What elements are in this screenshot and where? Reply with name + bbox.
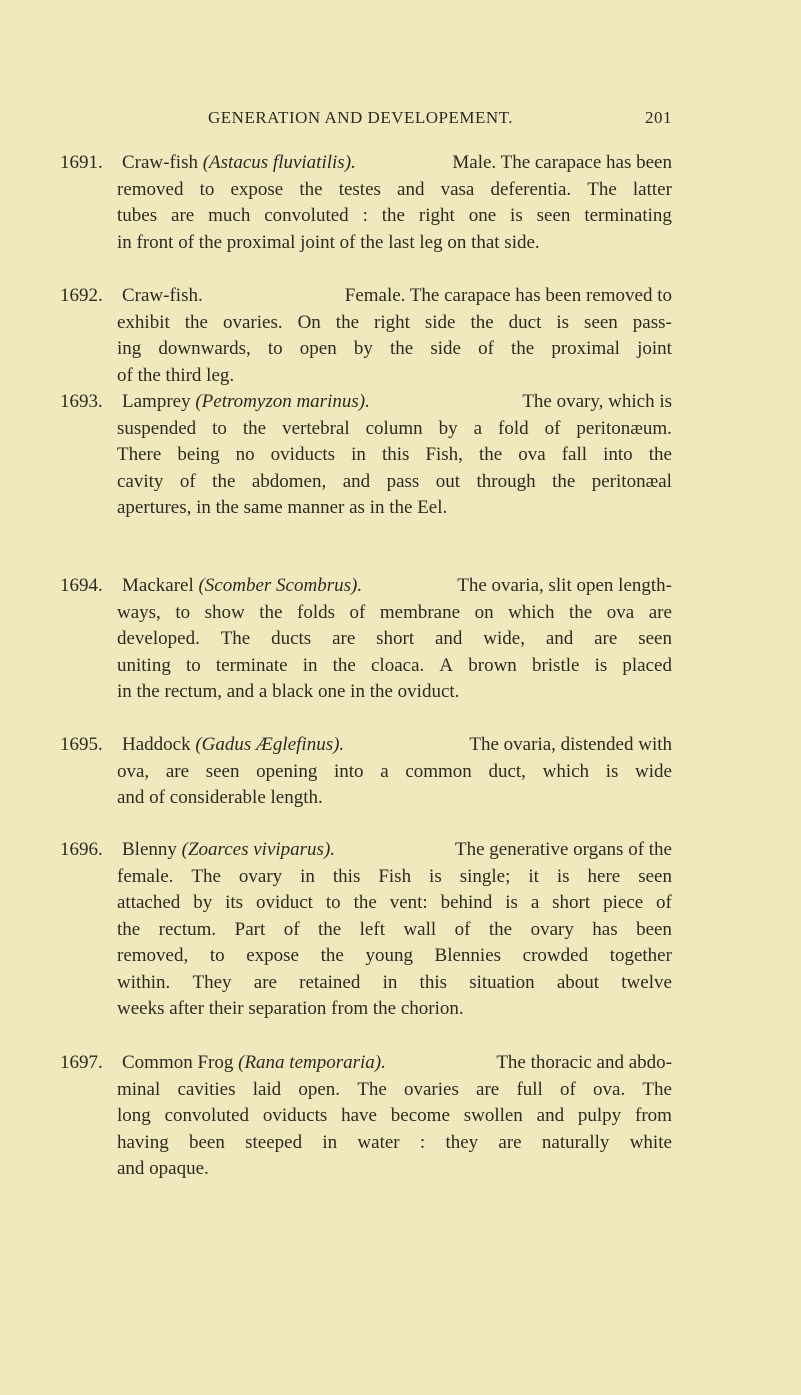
entry-line bbox=[122, 573, 672, 600]
latin-name: (Petromyzon marinus). bbox=[195, 391, 370, 412]
word: : bbox=[362, 205, 368, 226]
word: vasa bbox=[440, 178, 475, 200]
word: the bbox=[299, 178, 323, 200]
word: which bbox=[542, 760, 590, 782]
word: no bbox=[235, 444, 255, 465]
specimen-name: Blenny bbox=[122, 839, 182, 860]
word: membrane bbox=[379, 601, 461, 623]
word: developed. bbox=[117, 628, 200, 649]
word: the bbox=[212, 470, 236, 492]
word: ing bbox=[117, 338, 142, 359]
word: cavity bbox=[117, 470, 164, 492]
word: right bbox=[418, 205, 455, 226]
word: short bbox=[552, 892, 591, 913]
word: the bbox=[335, 311, 360, 333]
word: to bbox=[175, 601, 191, 623]
word: single; bbox=[459, 865, 511, 887]
entry-line bbox=[117, 1077, 672, 1104]
word: ovaries bbox=[403, 1078, 459, 1100]
entry-text: Female. The carapace has been removed to bbox=[340, 285, 672, 306]
word: pulpy bbox=[577, 1105, 622, 1126]
word: latter bbox=[632, 178, 672, 200]
entry-text: The ovaria, slit open length- bbox=[452, 575, 672, 596]
entry-body bbox=[117, 150, 672, 256]
word: There bbox=[117, 444, 162, 465]
entry-line bbox=[117, 785, 672, 812]
specimen-name: Craw-fish. bbox=[122, 285, 203, 306]
word: the bbox=[332, 654, 356, 676]
word: a bbox=[380, 760, 389, 782]
entry-text: The generative organs of the bbox=[450, 839, 672, 860]
word: and bbox=[397, 178, 425, 200]
word: through bbox=[476, 470, 536, 492]
word: removed bbox=[117, 178, 184, 200]
word: ova bbox=[606, 601, 635, 623]
word: full bbox=[516, 1078, 543, 1100]
word: opening bbox=[256, 760, 318, 782]
word: side bbox=[424, 311, 456, 333]
word: swollen bbox=[463, 1105, 523, 1126]
word: is bbox=[605, 760, 619, 782]
word: removed, bbox=[117, 945, 189, 966]
word: long bbox=[117, 1105, 151, 1126]
word: laid bbox=[252, 1078, 282, 1100]
page-number: 201 bbox=[645, 108, 672, 127]
word: of bbox=[478, 338, 494, 359]
word: in bbox=[351, 444, 366, 465]
latin-name: (Gadus Æglefinus). bbox=[195, 734, 345, 755]
word: fall bbox=[561, 444, 588, 465]
word: this bbox=[381, 444, 410, 465]
word: ova bbox=[518, 444, 546, 465]
word: the bbox=[648, 444, 672, 465]
word: cloaca. bbox=[371, 654, 425, 676]
entry-line bbox=[117, 1103, 672, 1130]
word: here bbox=[587, 865, 621, 887]
specimen-name: Lamprey bbox=[122, 391, 196, 412]
entry-body bbox=[117, 573, 672, 706]
catalogue-entry bbox=[60, 1050, 672, 1183]
word: is bbox=[594, 654, 608, 676]
word: twelve bbox=[621, 971, 672, 993]
word: the bbox=[569, 601, 593, 623]
catalogue-entry bbox=[60, 837, 672, 1023]
word: they bbox=[445, 1131, 479, 1153]
entry-number: 1693. bbox=[60, 391, 103, 412]
word: are bbox=[171, 205, 195, 226]
word: oviducts bbox=[262, 1105, 328, 1126]
word: the bbox=[353, 892, 377, 913]
word: into bbox=[603, 444, 633, 465]
word: the bbox=[242, 417, 267, 439]
word: fold bbox=[498, 417, 529, 439]
entry-text: The thoracic and abdo- bbox=[491, 1052, 672, 1073]
word: expose bbox=[230, 178, 284, 200]
word: and bbox=[545, 628, 574, 649]
word: exhibit bbox=[117, 311, 170, 333]
word: a bbox=[473, 417, 483, 439]
entry-line bbox=[122, 1050, 672, 1077]
word: terminating bbox=[584, 205, 672, 226]
entry-number: 1696. bbox=[60, 839, 103, 860]
word: steeped bbox=[245, 1131, 303, 1153]
entry-line bbox=[117, 626, 672, 653]
entry-line bbox=[117, 1156, 672, 1183]
word: open. bbox=[298, 1078, 341, 1100]
word: Fish bbox=[378, 865, 412, 887]
word: wide, bbox=[483, 628, 525, 649]
word: of bbox=[454, 918, 471, 940]
entry-number: 1697. bbox=[60, 1052, 103, 1073]
specimen-name: Haddock bbox=[122, 734, 196, 755]
word: about bbox=[556, 971, 600, 993]
word: left bbox=[359, 918, 385, 940]
word: rectum. bbox=[158, 918, 217, 940]
word: is bbox=[556, 865, 570, 887]
word: duct bbox=[508, 311, 542, 333]
word: suspended bbox=[117, 417, 197, 439]
word: behind bbox=[440, 892, 493, 913]
catalogue-entry bbox=[60, 150, 672, 256]
word: the bbox=[511, 338, 535, 359]
word: been bbox=[636, 918, 672, 940]
word: in bbox=[300, 865, 315, 887]
entry-text: Male. The carapace has been bbox=[447, 152, 672, 173]
entry-line bbox=[117, 679, 672, 706]
entry-body bbox=[117, 283, 672, 389]
word: this bbox=[419, 971, 447, 993]
word: oviducts bbox=[270, 444, 336, 465]
entry-line bbox=[122, 389, 672, 416]
word: of bbox=[283, 918, 300, 940]
word: to bbox=[212, 417, 227, 439]
word: retained bbox=[299, 971, 361, 993]
word: been bbox=[188, 1131, 225, 1153]
word: it bbox=[528, 865, 539, 887]
word: which bbox=[508, 601, 555, 623]
entry-line bbox=[117, 943, 672, 970]
catalogue-entry bbox=[60, 283, 672, 389]
word: seen bbox=[536, 205, 571, 226]
word: to bbox=[199, 178, 215, 200]
running-header bbox=[60, 108, 672, 132]
word: A bbox=[439, 654, 454, 676]
word: attached bbox=[117, 892, 181, 913]
word: terminate bbox=[215, 654, 288, 676]
word: by bbox=[353, 338, 373, 359]
word: The bbox=[642, 1078, 672, 1100]
word: vent: bbox=[389, 892, 428, 913]
word: within. bbox=[117, 971, 171, 993]
latin-name: (Scomber Scombrus). bbox=[198, 575, 363, 596]
word: seen bbox=[584, 311, 618, 333]
word: the bbox=[184, 311, 208, 333]
word: joint bbox=[637, 338, 672, 359]
word: oviduct bbox=[255, 892, 313, 913]
entry-line bbox=[122, 837, 672, 864]
word: water bbox=[357, 1131, 400, 1153]
word: folds bbox=[297, 601, 335, 623]
entry-line bbox=[117, 469, 672, 496]
entry-body bbox=[117, 1050, 672, 1183]
word: have bbox=[341, 1105, 377, 1126]
word: and bbox=[342, 470, 371, 492]
entry-text: of the third leg. bbox=[117, 364, 235, 386]
word: to bbox=[267, 338, 283, 359]
word: duct, bbox=[488, 760, 526, 782]
word: pass bbox=[386, 470, 420, 492]
word: the bbox=[488, 918, 513, 940]
word: on bbox=[474, 601, 494, 623]
entry-line bbox=[117, 310, 672, 337]
word: They bbox=[192, 971, 232, 993]
word: of bbox=[179, 470, 196, 492]
word: open bbox=[299, 338, 337, 359]
word: vertebral bbox=[282, 417, 350, 439]
word: of bbox=[544, 417, 561, 439]
word: the bbox=[478, 444, 503, 465]
entry-body bbox=[117, 732, 672, 812]
entry-text: weeks after their separation from the chorion. bbox=[117, 998, 464, 1019]
word: tubes bbox=[117, 205, 158, 226]
entry-line bbox=[117, 600, 672, 627]
entry-text: The ovary, which is bbox=[517, 391, 672, 412]
word: piece bbox=[603, 892, 644, 913]
word: placed bbox=[622, 654, 672, 676]
entry-line bbox=[117, 759, 672, 786]
latin-name: (Zoarces viviparus). bbox=[181, 839, 336, 860]
entry-line bbox=[122, 732, 672, 759]
word: the bbox=[470, 311, 494, 333]
entry-line bbox=[117, 970, 672, 997]
entry-line bbox=[117, 996, 672, 1023]
running-title: GENERATION AND DEVELOPEMENT. bbox=[208, 108, 514, 127]
word: from bbox=[635, 1105, 672, 1126]
word: Part bbox=[234, 918, 266, 940]
entry-line bbox=[122, 150, 672, 177]
word: much bbox=[208, 205, 251, 226]
word: together bbox=[609, 945, 672, 966]
word: crowded bbox=[522, 945, 589, 966]
word: cavities bbox=[177, 1078, 236, 1100]
word: of bbox=[349, 601, 366, 623]
entry-line bbox=[117, 363, 672, 390]
entry-line bbox=[117, 230, 672, 257]
word: are bbox=[332, 628, 356, 649]
entry-body bbox=[117, 837, 672, 1023]
word: ovary bbox=[238, 865, 283, 887]
word: and bbox=[536, 1105, 565, 1126]
word: of bbox=[560, 1078, 576, 1100]
word: testes bbox=[338, 178, 381, 200]
word: deferentia. bbox=[490, 178, 572, 200]
word: The bbox=[587, 178, 617, 200]
word: ova, bbox=[117, 760, 150, 782]
word: ova. bbox=[593, 1078, 626, 1100]
word: column bbox=[365, 417, 423, 439]
word: the bbox=[320, 945, 344, 966]
entry-line bbox=[117, 653, 672, 680]
entry-number: 1694. bbox=[60, 575, 103, 596]
word: one bbox=[468, 205, 497, 226]
word: seen bbox=[638, 628, 672, 649]
entry-number: 1695. bbox=[60, 734, 103, 755]
catalogue-entry bbox=[60, 732, 672, 812]
word: The bbox=[191, 865, 221, 887]
word: ovary bbox=[530, 918, 574, 940]
entry-line bbox=[117, 203, 672, 230]
word: show bbox=[204, 601, 245, 623]
word: bristle bbox=[531, 654, 580, 676]
word: out bbox=[435, 470, 461, 492]
word: ways, bbox=[117, 601, 161, 623]
word: the bbox=[117, 918, 141, 940]
word: is bbox=[510, 205, 523, 226]
word: short bbox=[376, 628, 415, 649]
entry-text: The ovaria, distended with bbox=[464, 734, 672, 755]
entry-number: 1691. bbox=[60, 152, 103, 173]
word: downwards, bbox=[158, 338, 251, 359]
entry-line bbox=[117, 864, 672, 891]
latin-name: (Rana temporaria). bbox=[238, 1052, 386, 1073]
entry-text: in the rectum, and a black one in the oviduct. bbox=[117, 681, 460, 702]
word: has bbox=[592, 918, 618, 940]
entry-line bbox=[117, 890, 672, 917]
word: expose bbox=[246, 945, 299, 966]
specimen-name: Mackarel bbox=[122, 575, 199, 596]
word: naturally bbox=[541, 1131, 610, 1153]
specimen-name: Craw-fish bbox=[122, 152, 203, 173]
latin-name: (Astacus fluviatilis). bbox=[202, 152, 356, 173]
word: the bbox=[389, 338, 414, 359]
word: abdomen, bbox=[251, 470, 327, 492]
word: are bbox=[165, 760, 190, 782]
word: ducts bbox=[271, 628, 312, 649]
word: in bbox=[322, 1131, 338, 1153]
word: the bbox=[259, 601, 283, 623]
word: The bbox=[220, 628, 251, 649]
word: side bbox=[430, 338, 461, 359]
word: to bbox=[325, 892, 341, 913]
word: by bbox=[193, 892, 213, 913]
word: being bbox=[177, 444, 220, 465]
entry-text: in front of the proximal joint of the last leg on that side. bbox=[117, 231, 540, 253]
word: convoluted bbox=[264, 205, 349, 226]
word: peritonæum. bbox=[576, 417, 672, 439]
word: wall bbox=[403, 918, 437, 940]
entry-number: 1692. bbox=[60, 285, 103, 306]
word: is bbox=[429, 865, 442, 887]
word: minal bbox=[117, 1078, 161, 1100]
entry-line bbox=[117, 1130, 672, 1157]
catalogue-entry bbox=[60, 389, 672, 522]
word: Fish, bbox=[425, 444, 463, 465]
word: situation bbox=[469, 971, 535, 993]
word: seen bbox=[205, 760, 240, 782]
word: are bbox=[648, 601, 672, 623]
entry-line bbox=[117, 442, 672, 469]
word: white bbox=[629, 1131, 672, 1153]
entry-line bbox=[117, 495, 672, 522]
entry-text: apertures, in the same manner as in the Eel. bbox=[117, 497, 448, 518]
word: young bbox=[365, 945, 413, 966]
word: is bbox=[505, 892, 518, 913]
word: common bbox=[405, 760, 472, 782]
word: having bbox=[117, 1131, 169, 1153]
word: to bbox=[185, 654, 201, 676]
word: Blennies bbox=[434, 945, 502, 966]
word: by bbox=[438, 417, 458, 439]
entry-line bbox=[117, 336, 672, 363]
word: convoluted bbox=[164, 1105, 250, 1126]
word: uniting bbox=[117, 654, 171, 676]
entry-line bbox=[122, 283, 672, 310]
word: right bbox=[374, 311, 410, 333]
entry-line bbox=[117, 917, 672, 944]
word: are bbox=[498, 1131, 522, 1153]
word: in bbox=[382, 971, 398, 993]
word: its bbox=[225, 892, 244, 913]
word: wide bbox=[635, 760, 672, 782]
catalogue-entry bbox=[60, 573, 672, 706]
word: and bbox=[434, 628, 463, 649]
word: become bbox=[390, 1105, 450, 1126]
word: On bbox=[297, 311, 321, 333]
word: brown bbox=[468, 654, 517, 676]
entry-text: and opaque. bbox=[117, 1158, 209, 1179]
specimen-name: Common Frog bbox=[122, 1052, 239, 1073]
word: the bbox=[552, 470, 576, 492]
word: into bbox=[334, 760, 364, 782]
word: to bbox=[209, 945, 225, 966]
word: are bbox=[594, 628, 618, 649]
word: this bbox=[332, 865, 361, 887]
word: seen bbox=[638, 865, 672, 887]
word: female. bbox=[117, 865, 174, 887]
word: peritonæal bbox=[591, 470, 672, 492]
word: proximal bbox=[551, 338, 620, 359]
word: are bbox=[476, 1078, 500, 1100]
word: : bbox=[419, 1131, 426, 1153]
entry-body bbox=[117, 389, 672, 522]
word: in bbox=[302, 654, 318, 676]
word: The bbox=[357, 1078, 387, 1100]
entry-text: and of considerable length. bbox=[117, 787, 323, 808]
entry-line bbox=[117, 177, 672, 204]
word: are bbox=[253, 971, 277, 993]
word: the bbox=[381, 205, 405, 226]
word: a bbox=[530, 892, 540, 913]
word: the bbox=[317, 918, 342, 940]
word: pass- bbox=[632, 311, 672, 333]
word: ovaries. bbox=[222, 311, 283, 333]
word: is bbox=[556, 311, 570, 333]
word: of bbox=[656, 892, 672, 913]
entry-line bbox=[117, 416, 672, 443]
